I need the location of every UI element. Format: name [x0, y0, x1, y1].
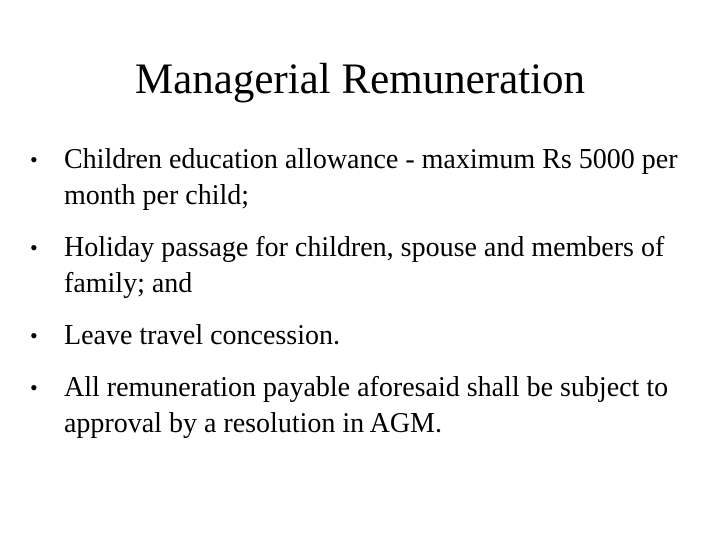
bullet-dot-icon: •	[30, 147, 38, 172]
bullet-list	[30, 142, 690, 458]
bullet-item	[30, 230, 690, 302]
bullet-text: All remuneration payable aforesaid shall be subject to approval by a resolution in AGM.	[64, 372, 669, 439]
bullet-item	[30, 318, 690, 354]
bullet-dot-icon: •	[30, 235, 38, 260]
bullet-text: Leave travel concession.	[64, 320, 340, 351]
bullet-dot-icon: •	[30, 375, 38, 400]
slide-title: Managerial Remuneration	[134, 56, 586, 103]
bullet-text: Holiday passage for children, spouse and members of family; and	[64, 232, 665, 299]
bullet-dot-icon: •	[30, 323, 38, 348]
bullet-item	[30, 142, 690, 214]
bullet-text: Children education allowance - maximum Rs 5000 per month per child;	[64, 144, 678, 211]
bullet-item	[30, 370, 690, 442]
